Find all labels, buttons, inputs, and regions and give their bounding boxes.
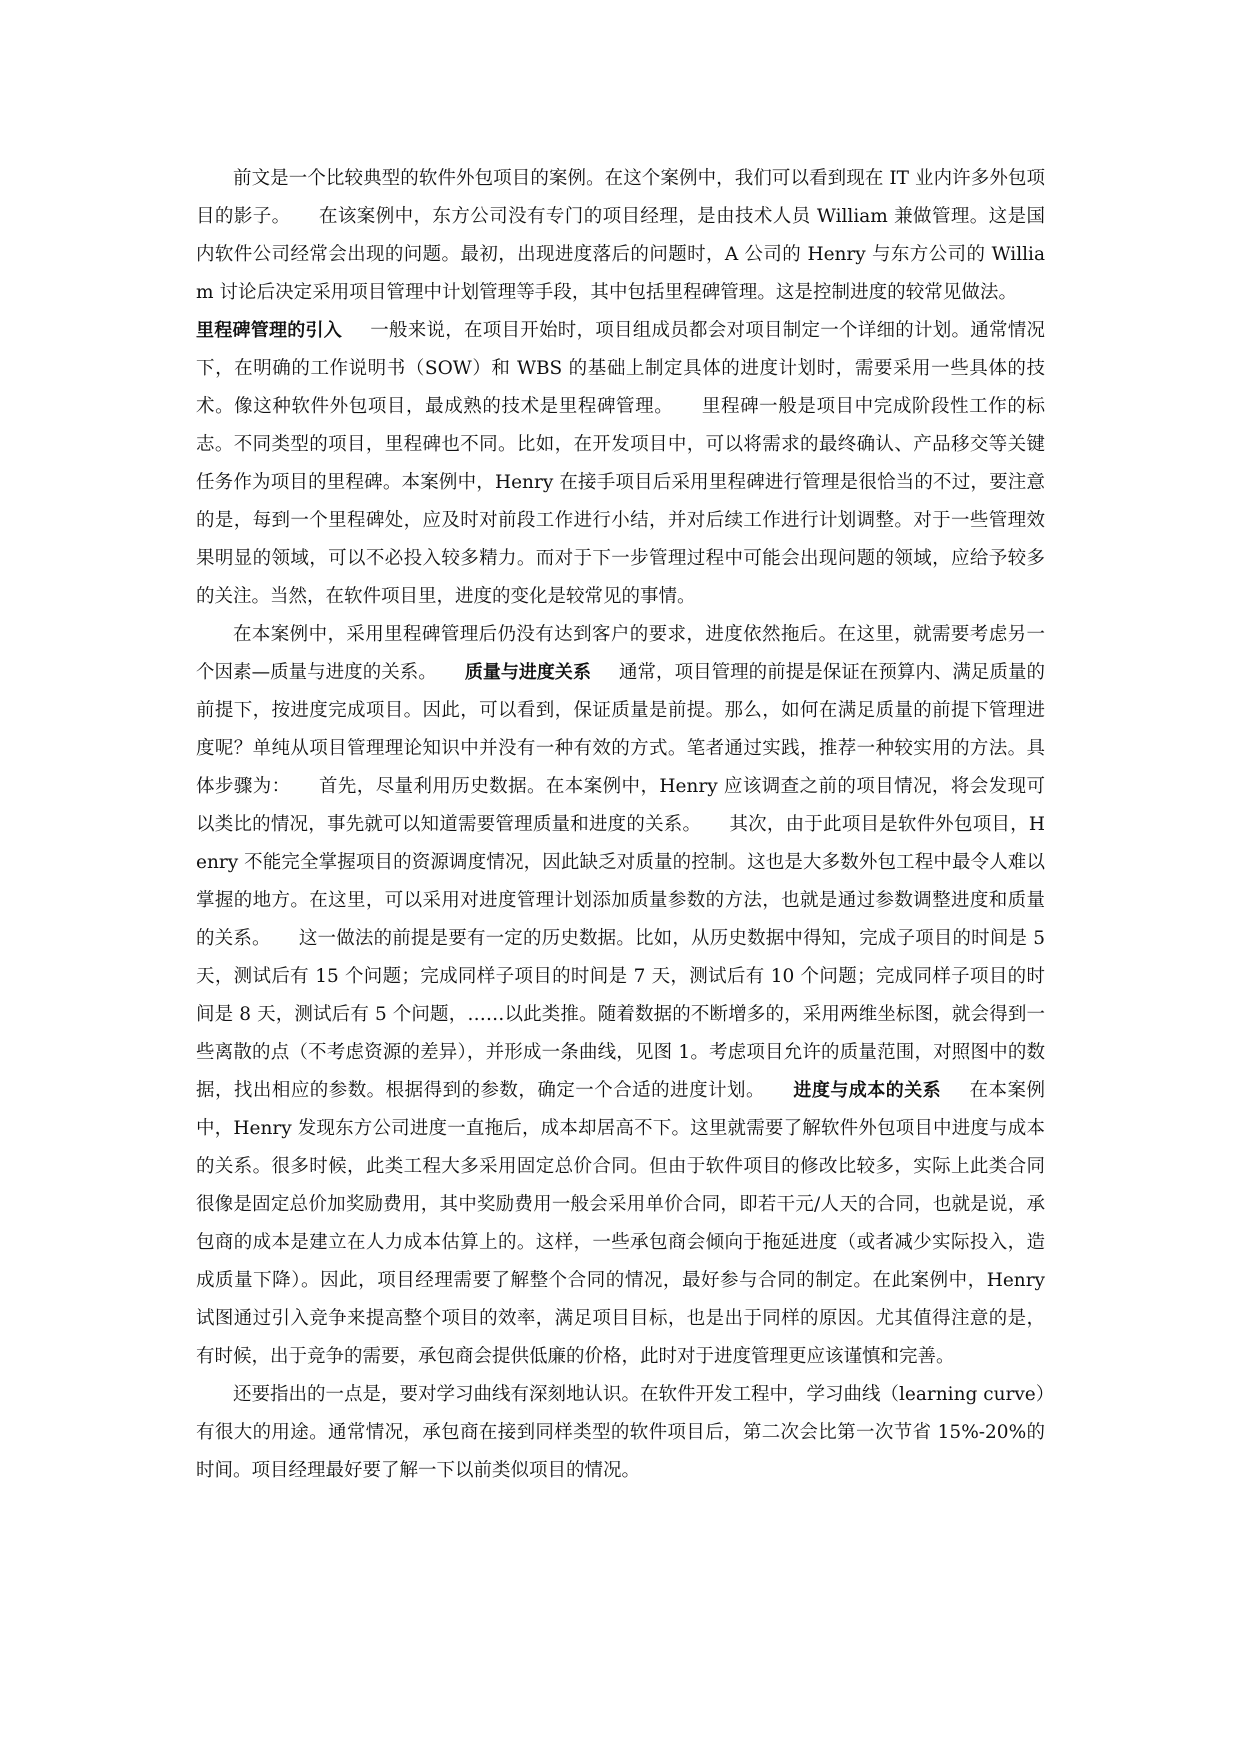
cost-text: 在本案例中，Henry 发现东方公司进度一直拖后，成本却居高不下。这里就需要了解软件外包项目中进度与成本的关系。很多时候，此类工程大多采用固定总价合同。但由于软件项目的修改比较多，实际上此类合同很像是固定总价加奖励费用，其中奖励费用一般会采用单价合同，即若干元/人天的合同，也就是说，承包商的成本是建立在人力成本估算上的。这样，一些承包商会倾向于拖延进度（或者减少实际投入，造成质量下降）。因此，项目经理需要了解整个合同的情况，最好参与合同的制定。在此案例中，Henry 试图通过引入竞争来提高整个项目的效率，满足项目目标，也是出于同样的原因。尤其值得注意的是，有时候，出于竞争的需要，承包商会提供低廉的价格，此时对于进度管理更应该谨慎和完善。 bbox=[196, 1080, 1045, 1367]
heading-milestone: 里程碑管理的引入 bbox=[196, 320, 342, 341]
quality-text-3: 其次，由于此项目是软件外包项目，Henry 不能完全掌握项目的资源调度情况，因此缺乏对质量的控制。这也是大多数外包工程中最令人难以掌握的地方。在这里，可以采用对进度管理计划添加质量参数的方法，也就是通过参数调整进度和质量的关系。 bbox=[196, 814, 1045, 949]
paragraph-2 bbox=[196, 616, 1045, 1376]
paragraph-1-intro: 前文是一个比较典型的软件外包项目的案例。在这个案例中，我们可以看到现在 IT 业内许多外包项目的影子。 bbox=[196, 168, 1045, 227]
quality-text-4: 这一做法的前提是要有一定的历史数据。比如，从历史数据中得知，完成子项目的时间是 5 天，测试后有 15 个问题；完成同样子项目的时间是 7 天，测试后有 10 个问题；完成同样子项目的时间是 8 天，测试后有 5 个问题，……以此类推。随着数据的不断增多的，采用两维坐标图，就会得到一些离散的点（不考虑资源的差异），并形成一条曲线，见图 1。考虑项目允许的质量范围，对照图中的数据，找出相应的参数。根据得到的参数，确定一个合适的进度计划。 bbox=[196, 928, 1045, 1101]
paragraph-1-case-background: 在该案例中，东方公司没有专门的项目经理，是由技术人员 William 兼做管理。这是国内软件公司经常会出现的问题。最初，出现进度落后的问题时，A 公司的 Henry 与东方公司的 William 讨论后决定采用项目管理中计划管理等手段，其中包括里程碑管理。这是控制进度的较常见做法。 bbox=[196, 206, 1045, 303]
quality-text-1: 通常，项目管理的前提是保证在预算内、满足质量的前提下，按进度完成项目。因此，可以看到，保证质量是前提。那么，如何在满足质量的前提下管理进度呢？单纯从项目管理理论知识中并没有一种有效的方式。笔者通过实践，推荐一种较实用的方法。具体步骤为： bbox=[196, 662, 1045, 797]
paragraph-2-intro: 在本案例中，采用里程碑管理后仍没有达到客户的要求，进度依然拖后。在这里，就需要考虑另一个因素—质量与进度的关系。 bbox=[196, 624, 1045, 683]
paragraph-3-text: 还要指出的一点是，要对学习曲线有深刻地认识。在软件开发工程中，学习曲线（learning curve）有很大的用途。通常情况，承包商在接到同样类型的软件项目后，第二次会比第一次节省 15%-20%的时间。项目经理最好要了解一下以前类似项目的情况。 bbox=[196, 1384, 1045, 1481]
paragraph-1 bbox=[196, 160, 1045, 616]
milestone-text-1: 一般来说，在项目开始时，项目组成员都会对项目制定一个详细的计划。通常情况下，在明确的工作说明书（SOW）和 WBS 的基础上制定具体的进度计划时，需要采用一些具体的技术。像这种软件外包项目，最成熟的技术是里程碑管理。 bbox=[196, 320, 1045, 417]
heading-quality-schedule: 质量与进度关系 bbox=[464, 662, 591, 683]
heading-schedule-cost: 进度与成本的关系 bbox=[792, 1080, 942, 1101]
document-body bbox=[196, 160, 1045, 1490]
milestone-text-2: 里程碑一般是项目中完成阶段性工作的标志。不同类型的项目，里程碑也不同。比如，在开发项目中，可以将需求的最终确认、产品移交等关键任务作为项目的里程碑。本案例中，Henry 在接手项目后采用里程碑进行管理是很恰当的不过，要注意的是，每到一个里程碑处，应及时对前段工作进行小结，并对后续工作进行计划调整。对于一些管理效果明显的领域，可以不必投入较多精力。而对于下一步管理过程中可能会出现问题的领域，应给予较多的关注。当然，在软件项目里，进度的变化是较常见的事情。 bbox=[196, 396, 1045, 607]
paragraph-3 bbox=[196, 1376, 1045, 1490]
quality-text-2: 首先，尽量利用历史数据。在本案例中，Henry 应该调查之前的项目情况，将会发现可以类比的情况，事先就可以知道需要管理质量和进度的关系。 bbox=[196, 776, 1045, 835]
